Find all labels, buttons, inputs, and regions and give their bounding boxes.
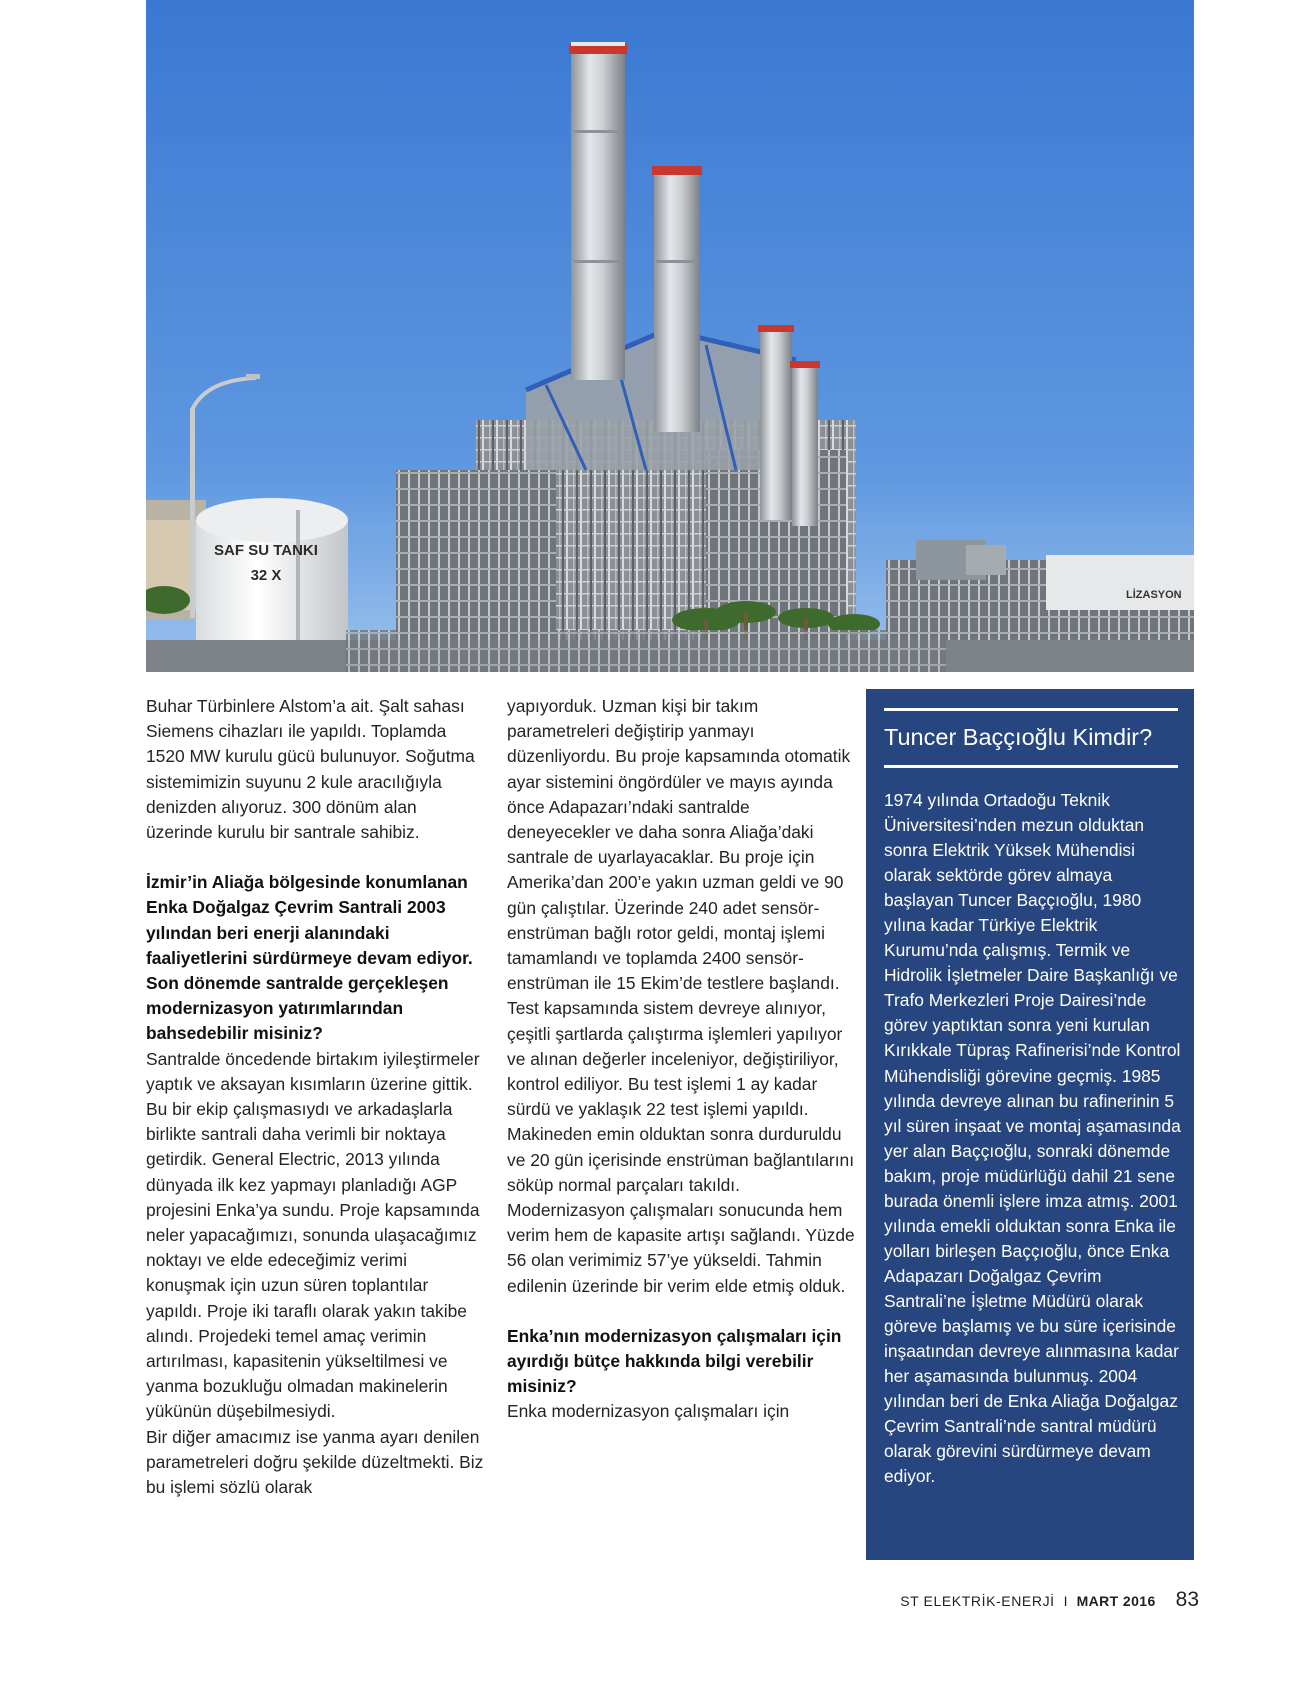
power-plant-photo	[146, 0, 1194, 672]
sidebar-body: 1974 yılında Ortadoğu Teknik Üniversitesi’nden mezun olduktan sonra Elektrik Yüksek Mühendisi olarak sektörde görev almaya başlayan Tuncer Baççıoğlu, 1980 yılına kadar Türkiye Elektrik Kurumu’nda çalışmış. Termik ve Hidrolik İşletmeler Daire Başkanlığı ve Trafo Merkezleri Proje Dairesi’nde görev yaptıktan sonra yeni kurulan Kırıkkale Tüpraş Rafinerisi’nde Kontrol Mühendisliği görevine geçmiş. 1985 yılında devreye alınan bu rafinerinin 5 yıl süren inşaat ve montaj aşamasında yer alan Baççıoğlu, sonraki dönemde bakım, proje müdürlüğü dahil 21 sene burada önemli işlere imza atmış. 2001 yılında emekli olduktan sonra Enka ile yolları birleşen Baççıoğlu, önce Enka Adapazarı Doğalgaz Çevrim Santrali’ne İşletme Müdürü olarak göreve başlamış ve bu süre içerisinde inşaatından devreye alınmasına kadar her aşamasında bulunmuş. 2004 yılından beri de Enka Aliağa Doğalgaz Çevrim Santrali’nde santral müdürü olarak görevini sürdürmeye devam ediyor.	[884, 790, 1181, 1487]
tank-label-line1: SAF SU TANKI	[214, 542, 318, 559]
right-building-sign: LİZASYON	[1126, 589, 1182, 601]
tank-label-line2: 32 X	[250, 567, 282, 584]
body-paragraph: Santralde öncedende birtakım iyileştirmeler yaptık ve aksayan kısımların üzerine gittik. Bu bir ekip çalışmasıydı ve arkadaşlarla birlikte santrali daha verimli bir noktaya getirdik. General Electric, 2013 yılında dünyada ilk kez yapmayı planladığı AGP projesini Enka’ya sundu. Proje kapsamında neler yapacağımızı, sonunda ulaşacağımız noktayı ve elde edeceğimiz verimi konuşmak için uzun süren toplantılar yapıldı. Proje iki taraflı olarak yakın takibe alındı. Projedeki temel amaç verimin artırılması, kapasitenin yükseltilmesi ve yanma bozukluğu olmadan makinelerin yükünün düşebilmesiydi.	[146, 1048, 480, 1422]
body-paragraph: Bir diğer amacımız ise yanma ayarı denilen parametreleri doğru şekilde düzeltmekti. Biz bu işlemi sözlü olarak	[146, 1426, 484, 1498]
sidebar-bottom-rule	[884, 765, 1178, 768]
profile-sidebar-box	[866, 689, 1194, 1560]
article-column-1	[146, 694, 486, 1500]
interview-question: İzmir’in Aliağa bölgesinde konumlanan Enka Doğalgaz Çevrim Santrali 2003 yılından beri enerji alanındaki faaliyetlerini sürdürmeye devam ediyor. Son dönemde santralde gerçekleşen modernizasyon yatırımlarından bahsedebilir misiniz?	[146, 872, 473, 1044]
footer-separator: I	[1063, 1593, 1068, 1609]
body-paragraph: Enka modernizasyon çalışmaları için	[507, 1401, 790, 1422]
interview-question: Enka’nın modernizasyon çalışmaları için ayırdığı bütçe hakkında bilgi verebilir misiniz?	[507, 1325, 842, 1397]
body-paragraph: Buhar Türbinlere Alstom’a ait. Şalt sahası Siemens cihazları ile yapıldı. Toplamda 1520 MW kurulu gücü bulunuyor. Soğutma sistemimizin suyunu 2 kule aracılığıyla denizden alıyoruz. 300 dönüm alan üzerinde kurulu bir santrale sahibiz.	[146, 696, 475, 843]
sidebar-title: Tuncer Baççıoğlu Kimdir?	[884, 724, 1153, 750]
page-number: 83	[1175, 1588, 1199, 1611]
publication-name: ST ELEKTRİK-ENERJİ	[900, 1593, 1055, 1609]
article-column-2	[507, 694, 857, 1425]
body-paragraph: yapıyorduk. Uzman kişi bir takım parametreleri değiştirip yanmayı düzenliyordu. Bu proje kapsamında otomatik ayar sistemini öngördüler ve mayıs ayında önce Adapazarı’ndaki santralde deneyecekler ve daha sonra Aliağa’daki santrale de uyarlayacaklar. Bu proje için Amerika’dan 200’e yakın uzman geldi ve 90 gün çalıştılar. Üzerinde 240 adet sensör-enstrüman bağlı rotor geldi, montaj işlemi tamamlandı ve toplamda 2400 sensör-enstrüman ile 15 Ekim’de testlere başlandı. Test kapsamında sistem devreye alınıyor, çeşitli şartlarda çalıştırma işlemleri yapılıyor ve alınan değerler inceleniyor, değiştiriliyor, kontrol ediliyor. Bu test işlemi 1 ay kadar sürdü ve yaklaşık 22 test işlemi yapıldı. Makineden emin olduktan sonra durduruldu ve 20 gün içerisinde enstrüman bağlantılarını söküp normal parçaları takıldı. Modernizasyon çalışmaları sonucunda hem verim hem de kapasite artışı sağlandı. Yüzde 56 olan verimimiz 57’ye yükseldi. Tahmin edilenin üzerinde bir verim elde etmiş olduk.	[507, 696, 855, 1296]
page-footer	[900, 1588, 1199, 1618]
issue-date: MART 2016	[1076, 1593, 1156, 1609]
sidebar-top-rule	[884, 708, 1178, 711]
